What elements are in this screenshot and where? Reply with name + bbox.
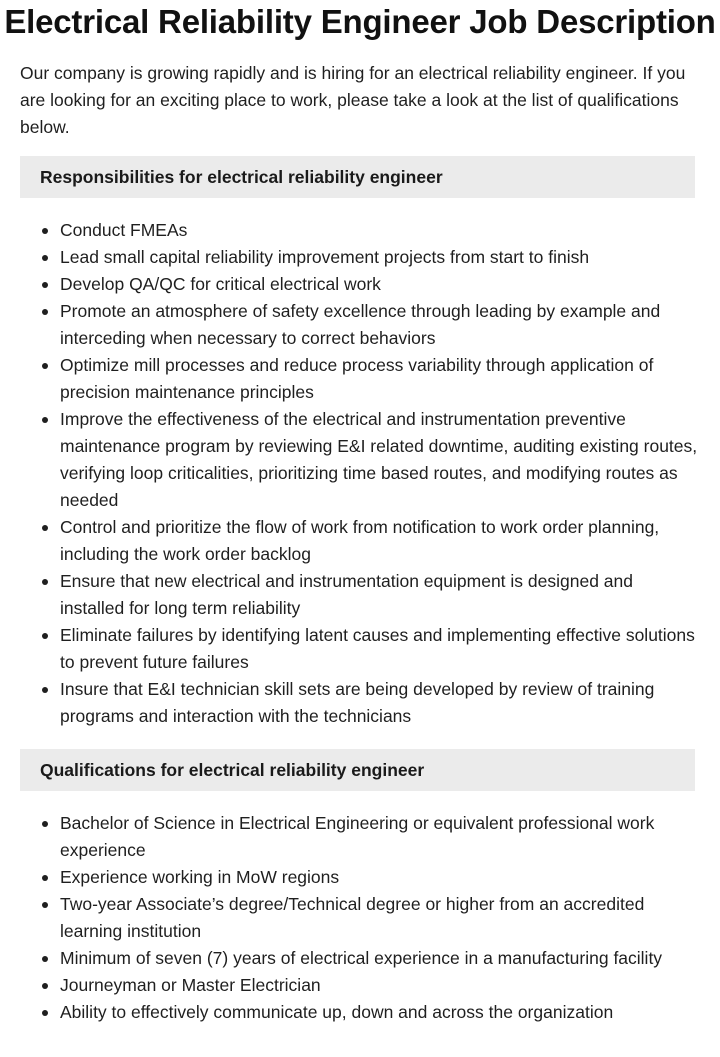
- list-item: Ensure that new electrical and instrumentation equipment is designed and installed for long term reliability: [20, 568, 700, 622]
- list-item: Control and prioritize the flow of work from notification to work order planning, including the work order backlog: [20, 514, 700, 568]
- list-item: Lead small capital reliability improvement projects from start to finish: [20, 244, 700, 271]
- list-item: Eliminate failures by identifying latent causes and implementing effective solutions to prevent future failures: [20, 622, 700, 676]
- responsibilities-list: [20, 217, 700, 730]
- intro-paragraph: Our company is growing rapidly and is hiring for an electrical reliability engineer. If you are looking for an exciting place to work, please take a look at the list of qualifications below.: [20, 63, 686, 137]
- list-item: Conduct FMEAs: [20, 217, 700, 244]
- list-item: Insure that E&I technician skill sets are being developed by review of training programs and interaction with the technicians: [20, 676, 700, 730]
- list-item: Optimize mill processes and reduce process variability through application of precision maintenance principles: [20, 352, 700, 406]
- list-item: Improve the effectiveness of the electrical and instrumentation preventive maintenance program by reviewing E&I related downtime, auditing existing routes, verifying loop criticalities, prioritizing time based routes, and modifying routes as needed: [20, 406, 700, 514]
- responsibilities-heading: Responsibilities for electrical reliability engineer: [20, 156, 695, 198]
- page-title: Electrical Reliability Engineer Job Description: [4, 3, 716, 40]
- list-item: Two-year Associate’s degree/Technical degree or higher from an accredited learning institution: [20, 891, 700, 945]
- list-item: Minimum of seven (7) years of electrical experience in a manufacturing facility: [20, 945, 700, 972]
- list-item: Ability to effectively communicate up, down and across the organization: [20, 999, 700, 1026]
- list-item: Experience working in MoW regions: [20, 864, 700, 891]
- list-item: Promote an atmosphere of safety excellence through leading by example and interceding when necessary to correct behaviors: [20, 298, 700, 352]
- list-item: Journeyman or Master Electrician: [20, 972, 700, 999]
- qualifications-list: [20, 810, 700, 1026]
- qualifications-heading: Qualifications for electrical reliability engineer: [20, 749, 695, 791]
- list-item: Develop QA/QC for critical electrical work: [20, 271, 700, 298]
- list-item: Bachelor of Science in Electrical Engineering or equivalent professional work experience: [20, 810, 700, 864]
